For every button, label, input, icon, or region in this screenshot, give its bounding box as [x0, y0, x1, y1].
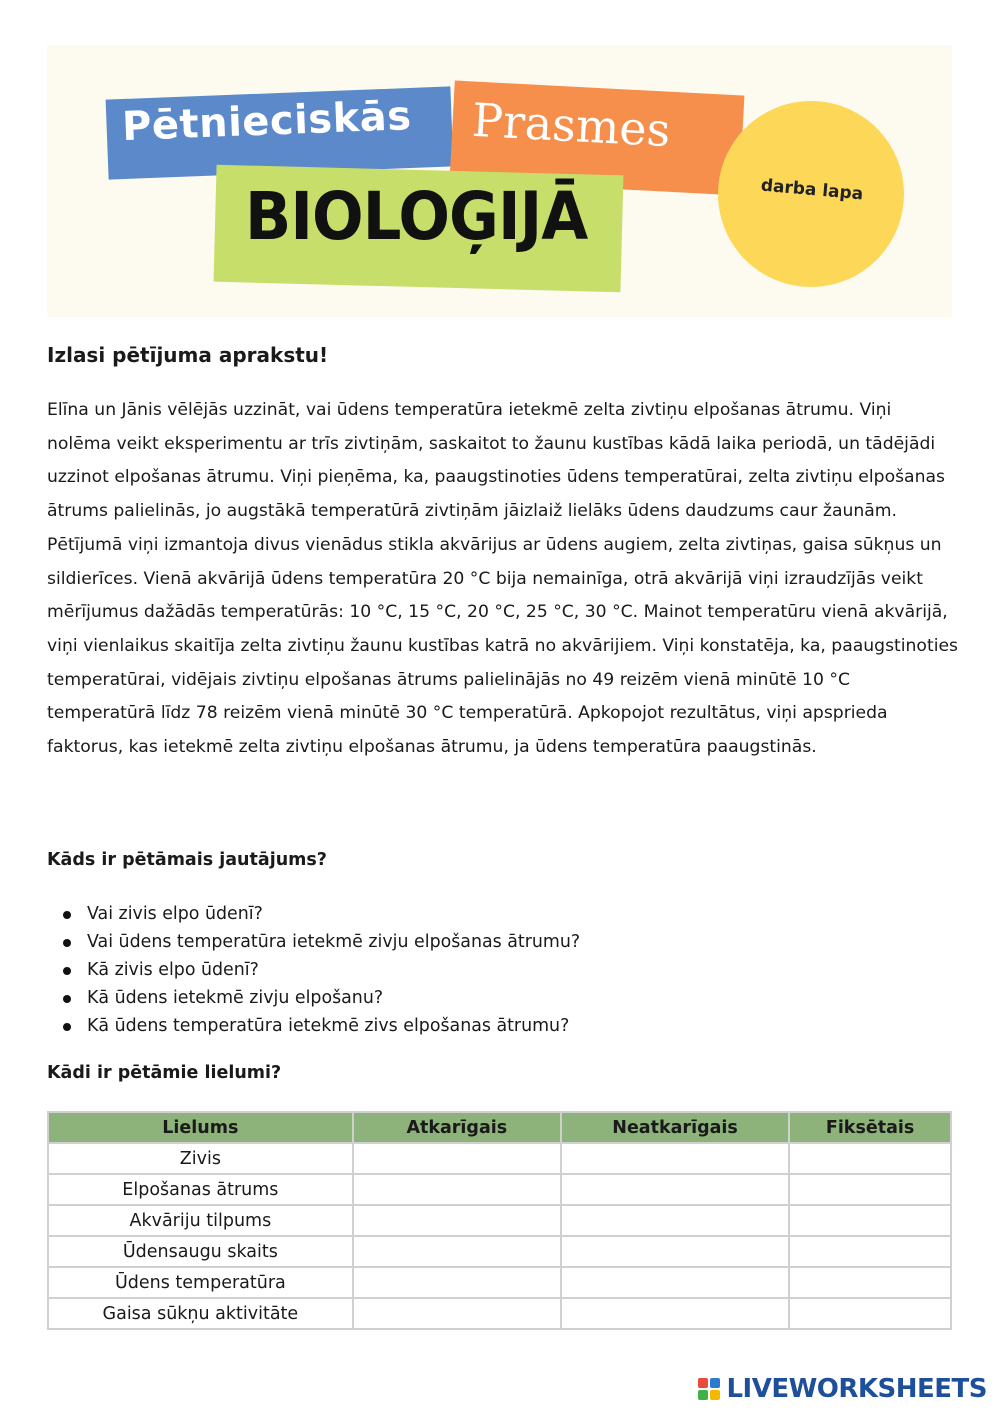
header-fiksetais: Fiksētais: [789, 1112, 951, 1143]
row-label: Ūdensaugu skaits: [48, 1236, 353, 1267]
header-atkarigais: Atkarīgais: [353, 1112, 561, 1143]
row-label: Zivis: [48, 1143, 353, 1174]
answer-cell-independent[interactable]: [561, 1267, 789, 1298]
table-header-row: [48, 1112, 951, 1143]
table-row: [48, 1174, 951, 1205]
liveworksheets-logo: [698, 1374, 987, 1404]
table-row: [48, 1267, 951, 1298]
row-label: Akvāriju tilpums: [48, 1205, 353, 1236]
row-label: Ūdens temperatūra: [48, 1267, 353, 1298]
worksheet-badge-label: darba lapa: [760, 175, 864, 205]
answer-cell-fixed[interactable]: [789, 1298, 951, 1329]
study-description: Elīna un Jānis vēlējās uzzināt, vai ūdens temperatūra ietekmē zelta zivtiņu elpošanas ātrumu. Viņi nolēma veikt eksperimentu ar trīs zivtiņām, saskaitot to žaunu kustības kādā laika periodā, un tādējādi uzzinot elpošanas ātrumu. Viņi pieņēma, ka, paaugstinoties ūdens temperatūrai, zelta zivtiņu elpošanas ātrums palielinās, jo augstākā temperatūrā zivtiņām jāizlaiž lielāks ūdens daudzums caur žaunām. Pētījumā viņi izmantoja divus vienādus stikla akvārijus ar ūdens augiem, zelta zivtiņas, gaisa sūkņus un sildierīces. Vienā akvārijā ūdens temperatūra 20 °C bija nemainīga, otrā akvārijā viņi izraudzījās veikt mērījumus dažādās temperatūrās: 10 °C, 15 °C, 20 °C, 25 °C, 30 °C. Mainot temperatūru vienā akvārijā, viņi vienlaikus skaitīja zelta zivtiņu žaunu kustības katrā no akvārijiem. Viņi konstatēja, ka, paaugstinoties temperatūrai, vidējais zivtiņu elpošanas ātrums palielinājās no 49 reizēm vienā minūtē 10 °C temperatūrā līdz 78 reizēm vienā minūtē 30 °C temperatūrā. Apkopojot rezultātus, viņi apsprieda faktorus, kas ietekmē zelta zivtiņu elpošanas ātrumu, ja ūdens temperatūra paaugstinās.: [47, 400, 958, 758]
answer-cell-independent[interactable]: [561, 1236, 789, 1267]
table-row: [48, 1143, 951, 1174]
answer-cell-fixed[interactable]: [789, 1205, 951, 1236]
header-lielums: Lielums: [48, 1112, 353, 1143]
question-variables-title: Kādi ir pētāmie lielumi?: [47, 1063, 282, 1083]
option-item[interactable]: Kā ūdens ietekmē zivju elpošanu?: [60, 985, 580, 1013]
title-word-petnieciskas: Pētnieciskās: [121, 93, 413, 151]
logo-icon: [698, 1378, 720, 1400]
answer-cell-independent[interactable]: [561, 1143, 789, 1174]
title-word-biologija: BIOLOĢIJĀ: [245, 178, 588, 255]
table-row: [48, 1298, 951, 1329]
research-question-options: [60, 901, 580, 1041]
instruction-heading: Izlasi pētījuma aprakstu!: [47, 343, 329, 367]
answer-cell-dependent[interactable]: [353, 1143, 561, 1174]
option-item[interactable]: Kā ūdens temperatūra ietekmē zivs elpošanas ātrumu?: [60, 1013, 580, 1041]
answer-cell-dependent[interactable]: [353, 1267, 561, 1298]
option-item[interactable]: Vai zivis elpo ūdenī?: [60, 901, 580, 929]
answer-cell-fixed[interactable]: [789, 1267, 951, 1298]
variables-table: [47, 1111, 952, 1330]
answer-cell-fixed[interactable]: [789, 1236, 951, 1267]
answer-cell-dependent[interactable]: [353, 1205, 561, 1236]
title-word-prasmes: Prasmes: [470, 92, 672, 158]
answer-cell-dependent[interactable]: [353, 1298, 561, 1329]
option-item[interactable]: Kā zivis elpo ūdenī?: [60, 957, 580, 985]
table-row: [48, 1236, 951, 1267]
table-row: [48, 1205, 951, 1236]
row-label: Elpošanas ātrums: [48, 1174, 353, 1205]
row-label: Gaisa sūkņu aktivitāte: [48, 1298, 353, 1329]
answer-cell-independent[interactable]: [561, 1205, 789, 1236]
answer-cell-fixed[interactable]: [789, 1174, 951, 1205]
answer-cell-dependent[interactable]: [353, 1174, 561, 1205]
answer-cell-independent[interactable]: [561, 1298, 789, 1329]
question-research-title: Kāds ir pētāmais jautājums?: [47, 850, 327, 870]
header-neatkarigais: Neatkarīgais: [561, 1112, 789, 1143]
answer-cell-fixed[interactable]: [789, 1143, 951, 1174]
answer-cell-dependent[interactable]: [353, 1236, 561, 1267]
logo-text: LIVEWORKSHEETS: [726, 1374, 987, 1404]
option-item[interactable]: Vai ūdens temperatūra ietekmē zivju elpošanas ātrumu?: [60, 929, 580, 957]
answer-cell-independent[interactable]: [561, 1174, 789, 1205]
